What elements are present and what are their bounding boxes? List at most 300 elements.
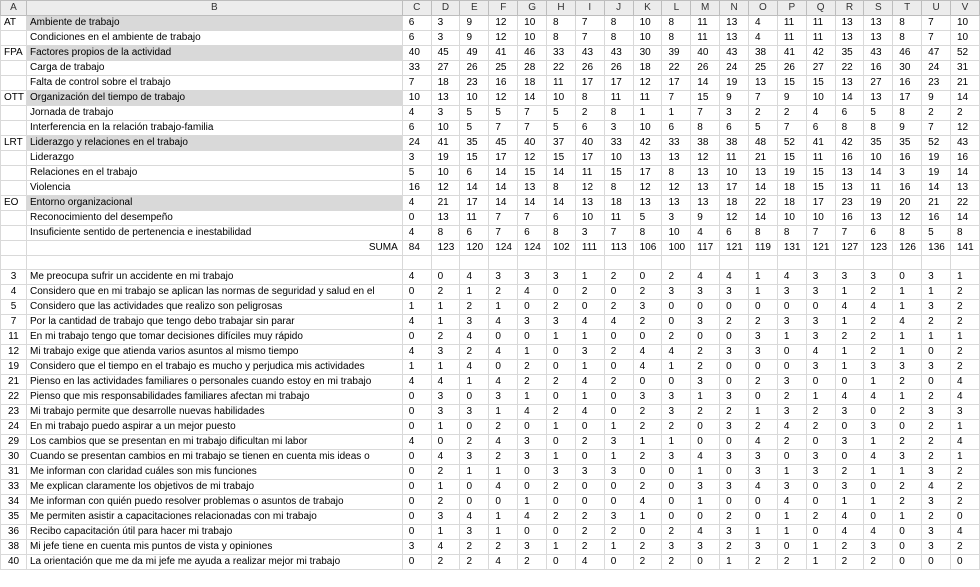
- value-cell[interactable]: 3: [720, 106, 749, 121]
- value-cell[interactable]: 3: [460, 315, 489, 330]
- value-cell[interactable]: 2: [720, 405, 749, 420]
- value-cell[interactable]: 9: [777, 91, 806, 106]
- value-cell[interactable]: 3: [835, 270, 864, 285]
- category-code-cell[interactable]: [1, 31, 27, 46]
- value-cell[interactable]: 14: [749, 211, 778, 226]
- value-cell[interactable]: 16: [951, 151, 980, 166]
- value-cell[interactable]: 4: [633, 495, 662, 510]
- value-cell[interactable]: 0: [662, 300, 691, 315]
- value-cell[interactable]: 7: [922, 31, 951, 46]
- value-cell[interactable]: 13: [864, 211, 893, 226]
- value-cell[interactable]: 4: [402, 345, 431, 360]
- value-cell[interactable]: 38: [749, 46, 778, 61]
- suma-value-cell[interactable]: 84: [402, 241, 431, 256]
- value-cell[interactable]: 0: [777, 300, 806, 315]
- value-cell[interactable]: 2: [604, 270, 633, 285]
- value-cell[interactable]: 1: [893, 330, 922, 345]
- value-cell[interactable]: 2: [922, 390, 951, 405]
- value-cell[interactable]: 0: [749, 510, 778, 525]
- value-cell[interactable]: 45: [431, 46, 460, 61]
- value-cell[interactable]: 2: [518, 360, 547, 375]
- value-cell[interactable]: 12: [633, 76, 662, 91]
- value-cell[interactable]: 0: [402, 390, 431, 405]
- value-cell[interactable]: 12: [489, 31, 518, 46]
- value-cell[interactable]: 4: [691, 270, 720, 285]
- category-label-cell[interactable]: Ambiente de trabajo: [27, 16, 403, 31]
- value-cell[interactable]: 11: [460, 211, 489, 226]
- empty-cell[interactable]: [864, 256, 893, 270]
- value-cell[interactable]: 11: [691, 31, 720, 46]
- value-cell[interactable]: 12: [489, 91, 518, 106]
- value-cell[interactable]: 9: [460, 31, 489, 46]
- value-cell[interactable]: 12: [951, 121, 980, 136]
- value-cell[interactable]: 3: [691, 540, 720, 555]
- value-cell[interactable]: 1: [777, 465, 806, 480]
- value-cell[interactable]: 0: [633, 375, 662, 390]
- value-cell[interactable]: 13: [951, 181, 980, 196]
- value-cell[interactable]: 4: [431, 450, 460, 465]
- value-cell[interactable]: 3: [518, 435, 547, 450]
- value-cell[interactable]: 9: [720, 91, 749, 106]
- value-cell[interactable]: 2: [749, 106, 778, 121]
- value-cell[interactable]: 2: [662, 330, 691, 345]
- category-label-cell[interactable]: Relaciones en el trabajo: [27, 166, 403, 181]
- value-cell[interactable]: 2: [893, 375, 922, 390]
- value-cell[interactable]: 2: [662, 555, 691, 570]
- value-cell[interactable]: 42: [835, 136, 864, 151]
- value-cell[interactable]: 0: [720, 300, 749, 315]
- value-cell[interactable]: 14: [864, 166, 893, 181]
- value-cell[interactable]: 4: [431, 375, 460, 390]
- value-cell[interactable]: 14: [922, 181, 951, 196]
- item-question-cell[interactable]: Me informan con quién puedo resolver problemas o asuntos de trabajo: [27, 495, 403, 510]
- value-cell[interactable]: 0: [691, 330, 720, 345]
- value-cell[interactable]: 6: [835, 106, 864, 121]
- value-cell[interactable]: 4: [518, 510, 547, 525]
- column-header-u[interactable]: U: [922, 1, 951, 16]
- value-cell[interactable]: 8: [835, 121, 864, 136]
- value-cell[interactable]: 2: [575, 435, 604, 450]
- value-cell[interactable]: 14: [518, 91, 547, 106]
- value-cell[interactable]: 0: [662, 510, 691, 525]
- value-cell[interactable]: 3: [893, 360, 922, 375]
- value-cell[interactable]: 10: [633, 31, 662, 46]
- value-cell[interactable]: 18: [777, 196, 806, 211]
- value-cell[interactable]: 2: [460, 555, 489, 570]
- item-question-cell[interactable]: Mi jefe tiene en cuenta mis puntos de vista y opiniones: [27, 540, 403, 555]
- value-cell[interactable]: 19: [864, 196, 893, 211]
- value-cell[interactable]: 0: [402, 465, 431, 480]
- value-cell[interactable]: 46: [893, 46, 922, 61]
- value-cell[interactable]: 4: [951, 525, 980, 540]
- value-cell[interactable]: 4: [460, 270, 489, 285]
- value-cell[interactable]: 0: [460, 390, 489, 405]
- category-code-cell[interactable]: [1, 106, 27, 121]
- value-cell[interactable]: 0: [402, 211, 431, 226]
- value-cell[interactable]: 6: [806, 121, 835, 136]
- value-cell[interactable]: 10: [518, 31, 547, 46]
- item-question-cell[interactable]: Me preocupa sufrir un accidente en mi trabajo: [27, 270, 403, 285]
- value-cell[interactable]: 1: [893, 300, 922, 315]
- suma-value-cell[interactable]: 123: [864, 241, 893, 256]
- suma-value-cell[interactable]: 121: [720, 241, 749, 256]
- value-cell[interactable]: 2: [951, 106, 980, 121]
- value-cell[interactable]: 8: [662, 166, 691, 181]
- value-cell[interactable]: 2: [691, 360, 720, 375]
- value-cell[interactable]: 4: [575, 315, 604, 330]
- value-cell[interactable]: 21: [951, 76, 980, 91]
- value-cell[interactable]: 19: [922, 151, 951, 166]
- value-cell[interactable]: 46: [518, 46, 547, 61]
- value-cell[interactable]: 0: [777, 345, 806, 360]
- value-cell[interactable]: 3: [518, 315, 547, 330]
- value-cell[interactable]: 0: [922, 375, 951, 390]
- value-cell[interactable]: 3: [604, 510, 633, 525]
- empty-cell[interactable]: [1, 241, 27, 256]
- value-cell[interactable]: 4: [662, 345, 691, 360]
- value-cell[interactable]: 1: [575, 360, 604, 375]
- value-cell[interactable]: 3: [777, 405, 806, 420]
- value-cell[interactable]: 3: [720, 345, 749, 360]
- column-header-q[interactable]: Q: [806, 1, 835, 16]
- empty-cell[interactable]: [691, 256, 720, 270]
- category-label-cell[interactable]: Factores propios de la actividad: [27, 46, 403, 61]
- value-cell[interactable]: 0: [633, 270, 662, 285]
- value-cell[interactable]: 1: [893, 510, 922, 525]
- value-cell[interactable]: 11: [720, 151, 749, 166]
- value-cell[interactable]: 2: [922, 315, 951, 330]
- value-cell[interactable]: 21: [431, 196, 460, 211]
- value-cell[interactable]: 15: [691, 91, 720, 106]
- value-cell[interactable]: 4: [402, 270, 431, 285]
- value-cell[interactable]: 1: [518, 390, 547, 405]
- value-cell[interactable]: 5: [633, 211, 662, 226]
- item-question-cell[interactable]: Mi trabajo exige que atienda varios asuntos al mismo tiempo: [27, 345, 403, 360]
- value-cell[interactable]: 11: [777, 31, 806, 46]
- value-cell[interactable]: 33: [547, 46, 576, 61]
- value-cell[interactable]: 17: [489, 151, 518, 166]
- value-cell[interactable]: 3: [922, 405, 951, 420]
- item-number-cell[interactable]: 5: [1, 300, 27, 315]
- item-question-cell[interactable]: En mi trabajo puedo aspirar a un mejor puesto: [27, 420, 403, 435]
- value-cell[interactable]: 0: [547, 555, 576, 570]
- empty-cell[interactable]: [662, 256, 691, 270]
- value-cell[interactable]: 4: [864, 300, 893, 315]
- value-cell[interactable]: 4: [575, 555, 604, 570]
- column-header-m[interactable]: M: [691, 1, 720, 16]
- value-cell[interactable]: 24: [720, 61, 749, 76]
- empty-cell[interactable]: [402, 256, 431, 270]
- value-cell[interactable]: 0: [633, 465, 662, 480]
- value-cell[interactable]: 0: [518, 300, 547, 315]
- column-header-j[interactable]: J: [604, 1, 633, 16]
- value-cell[interactable]: 0: [749, 360, 778, 375]
- value-cell[interactable]: 0: [749, 495, 778, 510]
- value-cell[interactable]: 0: [893, 540, 922, 555]
- item-question-cell[interactable]: Mi trabajo permite que desarrolle nuevas habilidades: [27, 405, 403, 420]
- value-cell[interactable]: 4: [951, 390, 980, 405]
- item-number-cell[interactable]: 30: [1, 450, 27, 465]
- value-cell[interactable]: 1: [835, 315, 864, 330]
- category-code-cell[interactable]: EO: [1, 196, 27, 211]
- value-cell[interactable]: 1: [489, 510, 518, 525]
- value-cell[interactable]: 41: [806, 136, 835, 151]
- value-cell[interactable]: 3: [460, 405, 489, 420]
- value-cell[interactable]: 19: [922, 166, 951, 181]
- column-header-f[interactable]: F: [489, 1, 518, 16]
- value-cell[interactable]: 14: [951, 166, 980, 181]
- value-cell[interactable]: 0: [720, 465, 749, 480]
- value-cell[interactable]: 2: [893, 435, 922, 450]
- value-cell[interactable]: 3: [633, 390, 662, 405]
- value-cell[interactable]: 4: [402, 196, 431, 211]
- value-cell[interactable]: 1: [749, 270, 778, 285]
- value-cell[interactable]: 4: [489, 315, 518, 330]
- value-cell[interactable]: 3: [489, 270, 518, 285]
- value-cell[interactable]: 14: [691, 76, 720, 91]
- value-cell[interactable]: 13: [691, 196, 720, 211]
- value-cell[interactable]: 3: [662, 211, 691, 226]
- value-cell[interactable]: 2: [633, 480, 662, 495]
- item-question-cell[interactable]: Cuando se presentan cambios en mi trabajo se tienen en cuenta mis ideas o: [27, 450, 403, 465]
- value-cell[interactable]: 0: [575, 420, 604, 435]
- value-cell[interactable]: 3: [806, 450, 835, 465]
- empty-cell[interactable]: [547, 256, 576, 270]
- value-cell[interactable]: 26: [575, 61, 604, 76]
- value-cell[interactable]: 0: [604, 390, 633, 405]
- value-cell[interactable]: 2: [806, 420, 835, 435]
- value-cell[interactable]: 15: [777, 76, 806, 91]
- value-cell[interactable]: 7: [922, 121, 951, 136]
- value-cell[interactable]: 16: [922, 211, 951, 226]
- value-cell[interactable]: 52: [777, 136, 806, 151]
- suma-value-cell[interactable]: 117: [691, 241, 720, 256]
- value-cell[interactable]: 1: [662, 435, 691, 450]
- value-cell[interactable]: 49: [460, 46, 489, 61]
- value-cell[interactable]: 7: [922, 16, 951, 31]
- value-cell[interactable]: 25: [749, 61, 778, 76]
- value-cell[interactable]: 2: [431, 330, 460, 345]
- value-cell[interactable]: 3: [431, 31, 460, 46]
- value-cell[interactable]: 26: [691, 61, 720, 76]
- value-cell[interactable]: 14: [951, 91, 980, 106]
- column-header-c[interactable]: C: [402, 1, 431, 16]
- value-cell[interactable]: 2: [806, 405, 835, 420]
- value-cell[interactable]: 2: [922, 106, 951, 121]
- value-cell[interactable]: 43: [604, 46, 633, 61]
- empty-cell[interactable]: [460, 256, 489, 270]
- value-cell[interactable]: 8: [604, 181, 633, 196]
- value-cell[interactable]: 9: [460, 16, 489, 31]
- value-cell[interactable]: 3: [460, 525, 489, 540]
- value-cell[interactable]: 3: [922, 495, 951, 510]
- value-cell[interactable]: 11: [633, 91, 662, 106]
- value-cell[interactable]: 3: [893, 450, 922, 465]
- value-cell[interactable]: 2: [720, 315, 749, 330]
- value-cell[interactable]: 12: [633, 181, 662, 196]
- column-header-d[interactable]: D: [431, 1, 460, 16]
- value-cell[interactable]: 14: [489, 196, 518, 211]
- value-cell[interactable]: 0: [518, 420, 547, 435]
- value-cell[interactable]: 1: [806, 390, 835, 405]
- value-cell[interactable]: 6: [460, 226, 489, 241]
- value-cell[interactable]: 22: [749, 196, 778, 211]
- value-cell[interactable]: 3: [922, 360, 951, 375]
- value-cell[interactable]: 1: [575, 270, 604, 285]
- value-cell[interactable]: 4: [518, 285, 547, 300]
- value-cell[interactable]: 10: [633, 121, 662, 136]
- value-cell[interactable]: 1: [893, 390, 922, 405]
- value-cell[interactable]: 0: [720, 495, 749, 510]
- value-cell[interactable]: 4: [431, 540, 460, 555]
- value-cell[interactable]: 15: [604, 166, 633, 181]
- value-cell[interactable]: 2: [460, 435, 489, 450]
- value-cell[interactable]: 17: [604, 76, 633, 91]
- value-cell[interactable]: 11: [806, 151, 835, 166]
- value-cell[interactable]: 3: [691, 315, 720, 330]
- value-cell[interactable]: 4: [777, 495, 806, 510]
- value-cell[interactable]: 13: [864, 31, 893, 46]
- value-cell[interactable]: 0: [720, 330, 749, 345]
- value-cell[interactable]: 2: [951, 345, 980, 360]
- value-cell[interactable]: 13: [864, 91, 893, 106]
- value-cell[interactable]: 2: [575, 285, 604, 300]
- value-cell[interactable]: 3: [662, 540, 691, 555]
- value-cell[interactable]: 40: [402, 46, 431, 61]
- suma-value-cell[interactable]: 113: [604, 241, 633, 256]
- value-cell[interactable]: 3: [806, 330, 835, 345]
- empty-cell[interactable]: [431, 256, 460, 270]
- value-cell[interactable]: 18: [431, 76, 460, 91]
- value-cell[interactable]: 6: [402, 121, 431, 136]
- value-cell[interactable]: 2: [864, 555, 893, 570]
- value-cell[interactable]: 1: [431, 480, 460, 495]
- suma-value-cell[interactable]: 131: [777, 241, 806, 256]
- value-cell[interactable]: 11: [547, 76, 576, 91]
- value-cell[interactable]: 3: [806, 465, 835, 480]
- value-cell[interactable]: 0: [633, 525, 662, 540]
- item-question-cell[interactable]: Considero que en mi trabajo se aplican las normas de seguridad y salud en el: [27, 285, 403, 300]
- value-cell[interactable]: 0: [691, 555, 720, 570]
- value-cell[interactable]: 1: [893, 465, 922, 480]
- value-cell[interactable]: 20: [893, 196, 922, 211]
- item-number-cell[interactable]: 11: [1, 330, 27, 345]
- value-cell[interactable]: 11: [777, 16, 806, 31]
- value-cell[interactable]: 9: [893, 121, 922, 136]
- value-cell[interactable]: 4: [402, 435, 431, 450]
- value-cell[interactable]: 1: [402, 360, 431, 375]
- value-cell[interactable]: 40: [691, 46, 720, 61]
- value-cell[interactable]: 0: [460, 495, 489, 510]
- value-cell[interactable]: 0: [720, 375, 749, 390]
- value-cell[interactable]: 12: [691, 151, 720, 166]
- value-cell[interactable]: 1: [431, 360, 460, 375]
- suma-value-cell[interactable]: 102: [547, 241, 576, 256]
- value-cell[interactable]: 6: [575, 121, 604, 136]
- value-cell[interactable]: 0: [864, 480, 893, 495]
- value-cell[interactable]: 1: [749, 405, 778, 420]
- item-number-cell[interactable]: 40: [1, 555, 27, 570]
- item-number-cell[interactable]: 31: [1, 465, 27, 480]
- value-cell[interactable]: 8: [547, 31, 576, 46]
- value-cell[interactable]: 16: [893, 151, 922, 166]
- item-question-cell[interactable]: Considero que el tiempo en el trabajo es mucho y perjudica mis actividades: [27, 360, 403, 375]
- value-cell[interactable]: 24: [402, 136, 431, 151]
- value-cell[interactable]: 0: [922, 345, 951, 360]
- value-cell[interactable]: 1: [460, 375, 489, 390]
- value-cell[interactable]: 0: [460, 480, 489, 495]
- value-cell[interactable]: 2: [777, 555, 806, 570]
- value-cell[interactable]: 2: [662, 525, 691, 540]
- empty-cell[interactable]: [806, 256, 835, 270]
- value-cell[interactable]: 8: [951, 226, 980, 241]
- item-question-cell[interactable]: Pienso que mis responsabilidades familiares afectan mi trabajo: [27, 390, 403, 405]
- value-cell[interactable]: 43: [575, 46, 604, 61]
- value-cell[interactable]: 18: [518, 76, 547, 91]
- value-cell[interactable]: 0: [662, 480, 691, 495]
- empty-cell[interactable]: [720, 256, 749, 270]
- value-cell[interactable]: 19: [720, 76, 749, 91]
- value-cell[interactable]: 7: [518, 121, 547, 136]
- value-cell[interactable]: 42: [633, 136, 662, 151]
- value-cell[interactable]: 2: [922, 435, 951, 450]
- value-cell[interactable]: 13: [835, 31, 864, 46]
- value-cell[interactable]: 1: [951, 450, 980, 465]
- value-cell[interactable]: 15: [777, 151, 806, 166]
- value-cell[interactable]: 0: [518, 480, 547, 495]
- category-label-cell[interactable]: Violencia: [27, 181, 403, 196]
- value-cell[interactable]: 1: [633, 510, 662, 525]
- item-question-cell[interactable]: Considero que las actividades que realizo son peligrosas: [27, 300, 403, 315]
- value-cell[interactable]: 1: [691, 390, 720, 405]
- column-header-s[interactable]: S: [864, 1, 893, 16]
- value-cell[interactable]: 1: [604, 420, 633, 435]
- value-cell[interactable]: 41: [431, 136, 460, 151]
- value-cell[interactable]: 2: [604, 345, 633, 360]
- item-question-cell[interactable]: Me explican claramente los objetivos de mi trabajo: [27, 480, 403, 495]
- value-cell[interactable]: 2: [951, 300, 980, 315]
- value-cell[interactable]: 1: [893, 285, 922, 300]
- value-cell[interactable]: 43: [951, 136, 980, 151]
- value-cell[interactable]: 41: [489, 46, 518, 61]
- value-cell[interactable]: 2: [777, 435, 806, 450]
- value-cell[interactable]: 3: [431, 390, 460, 405]
- value-cell[interactable]: 11: [806, 31, 835, 46]
- column-header-p[interactable]: P: [777, 1, 806, 16]
- empty-cell[interactable]: [633, 256, 662, 270]
- value-cell[interactable]: 0: [489, 360, 518, 375]
- value-cell[interactable]: 14: [749, 181, 778, 196]
- value-cell[interactable]: 27: [431, 61, 460, 76]
- value-cell[interactable]: 1: [806, 540, 835, 555]
- value-cell[interactable]: 14: [489, 181, 518, 196]
- item-number-cell[interactable]: 38: [1, 540, 27, 555]
- value-cell[interactable]: 2: [633, 420, 662, 435]
- value-cell[interactable]: 10: [777, 211, 806, 226]
- value-cell[interactable]: 3: [749, 345, 778, 360]
- value-cell[interactable]: 0: [575, 495, 604, 510]
- value-cell[interactable]: 2: [835, 555, 864, 570]
- value-cell[interactable]: 2: [922, 420, 951, 435]
- item-question-cell[interactable]: Por la cantidad de trabajo que tengo debo trabajar sin parar: [27, 315, 403, 330]
- suma-value-cell[interactable]: 119: [749, 241, 778, 256]
- suma-value-cell[interactable]: 141: [951, 241, 980, 256]
- column-header-v[interactable]: V: [951, 1, 980, 16]
- empty-cell[interactable]: [575, 256, 604, 270]
- value-cell[interactable]: 17: [633, 166, 662, 181]
- value-cell[interactable]: 3: [749, 540, 778, 555]
- value-cell[interactable]: 12: [662, 181, 691, 196]
